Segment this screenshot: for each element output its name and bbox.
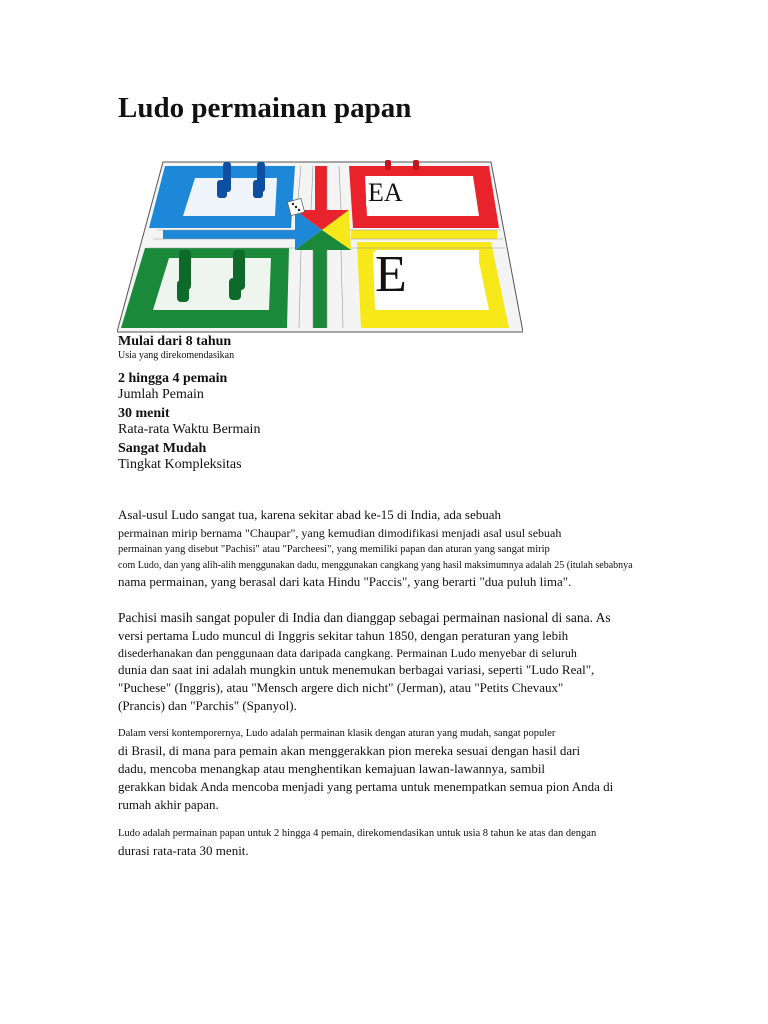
stat-label: Rata-rata Waktu Bermain <box>118 422 261 437</box>
text-line: com Ludo, dan yang alih-alih menggunakan dadu, menggunakan cangkang yang hasil maksimumnya adalah 25 (itulah sebabnya <box>118 560 633 571</box>
text-line: permainan mirip bernama "Chaupar", yang kemudian dimodifikasi menjadi asal usul sebuah <box>118 526 562 540</box>
paragraph-origin <box>118 506 633 591</box>
stat-age <box>118 334 418 362</box>
text-line: (Prancis) dan "Parchis" (Spanyol). <box>118 698 297 713</box>
paragraph-history <box>118 609 611 715</box>
game-stats <box>118 334 418 473</box>
stat-value: Sangat Mudah <box>118 441 207 456</box>
text-line: dunia dan saat ini adalah mungkin untuk menemukan berbagai variasi, seperti "Ludo Real", <box>118 662 595 677</box>
stat-label: Tingkat Kompleksitas <box>118 457 242 472</box>
text-line: nama permainan, yang berasal dari kata Hindu "Paccis", yang berarti "dua puluh lima". <box>118 574 572 589</box>
text-line: Dalam versi kontemporernya, Ludo adalah permainan klasik dengan aturan yang mudah, sangat populer <box>118 728 556 739</box>
text-line: dadu, mencoba menangkap atau menghentikan kemajuan lawan-lawannya, sambil <box>118 761 546 776</box>
stat-value: Mulai dari 8 tahun <box>118 334 232 349</box>
text-line: Pachisi masih sangat populer di India dan dianggap sebagai permainan nasional di sana. As <box>118 610 611 625</box>
text-line: permainan yang disebut "Pachisi" atau "Parcheesi", yang memiliki papan dan aturan yang sangat mirip <box>118 544 550 555</box>
stat-label: Usia yang direkomendasikan <box>118 350 235 361</box>
text-line: gerakkan bidak Anda mencoba menjadi yang pertama untuk menempatkan semua pion Anda di <box>118 779 614 794</box>
text-line: di Brasil, di mana para pemain akan menggerakkan pion mereka sesuai dengan hasil dari <box>118 743 581 758</box>
ludo-board-image <box>117 158 523 334</box>
stat-label: Jumlah Pemain <box>118 387 204 402</box>
text-line: disederhanakan dan penggunaan data daripada cangkang. Permainan Ludo menyebar di seluruh <box>118 646 577 660</box>
text-line: versi pertama Ludo muncul di Inggris sekitar tahun 1850, dengan peraturan yang lebih <box>118 628 569 643</box>
page-title: Ludo permainan papan <box>118 92 412 124</box>
text-line: Asal-usul Ludo sangat tua, karena sekitar abad ke-15 di India, ada sebuah <box>118 507 502 522</box>
board-overlay-label-2: E <box>375 250 479 298</box>
text-line: "Puchese" (Inggris), atau "Mensch argere dich nicht" (Jerman), atau "Petits Chevaux" <box>118 680 564 695</box>
stat-time <box>118 406 418 438</box>
text-line: Ludo adalah permainan papan untuk 2 hingga 4 pemain, direkomendasikan untuk usia 8 tahun ke atas dan dengan <box>118 828 597 839</box>
paragraph-summary <box>118 826 596 860</box>
stat-value: 2 hingga 4 pemain <box>118 371 228 386</box>
paragraph-contemporary <box>118 726 613 814</box>
board-overlay-label-1: EA <box>366 179 440 206</box>
text-line: rumah akhir papan. <box>118 797 219 812</box>
stat-complexity <box>118 441 418 473</box>
stat-value: 30 menit <box>118 406 170 421</box>
text-line: durasi rata-rata 30 menit. <box>118 843 249 858</box>
stat-players <box>118 371 418 403</box>
